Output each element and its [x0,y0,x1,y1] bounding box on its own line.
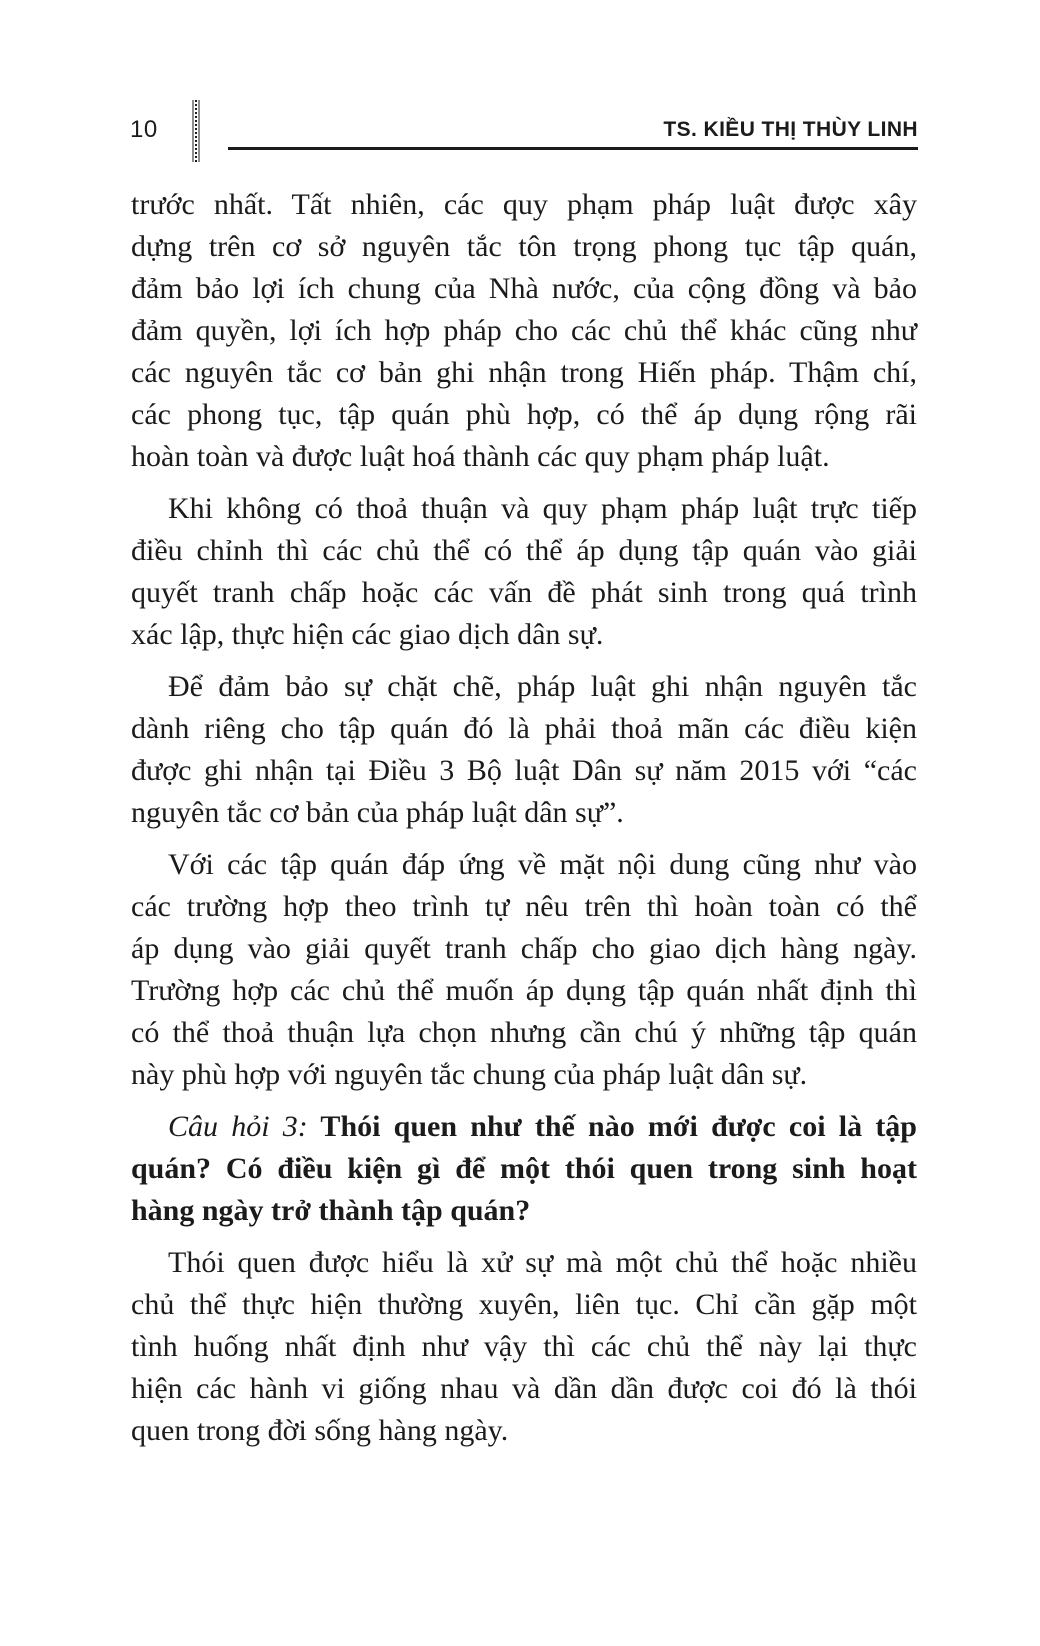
text-line: trước nhất. Tất nhiên, các quy phạm pháp luật được xây [131,188,917,221]
paragraph [131,844,917,1096]
question-label: Câu hỏi 3: [168,1110,308,1143]
paragraph [131,666,917,834]
text-line: được ghi nhận tại Điều 3 Bộ luật Dân sự năm 2015 với “các [131,754,917,787]
text-line: dành riêng cho tập quán đó là phải thoả mãn các điều kiện [131,712,917,745]
answer-paragraph [131,1242,917,1452]
paragraph [131,184,917,478]
paragraph [131,488,917,656]
text-line: Thói quen được hiểu là xử sự mà một chủ thể hoặc nhiều [168,1246,917,1279]
text-line: có thể thoả thuận lựa chọn nhưng cần chú ý những tập quán [131,1016,917,1049]
text-line: Khi không có thoả thuận và quy phạm pháp luật trực tiếp [168,492,917,525]
text-line: Trường hợp các chủ thể muốn áp dụng tập quán nhất định thì [131,974,917,1007]
text-line: tình huống nhất định như vậy thì các chủ thể này lại thực [131,1330,917,1363]
text-line: đảm quyền, lợi ích hợp pháp cho các chủ thể khác cũng như [131,314,917,347]
ornament-divider-icon [190,100,202,162]
text-line: áp dụng vào giải quyết tranh chấp cho giao dịch hàng ngày. [131,932,917,965]
text-line: đảm bảo lợi ích chung của Nhà nước, của cộng đồng và bảo [131,272,917,305]
text-line: quyết tranh chấp hoặc các vấn đề phát sinh trong quá trình [131,576,917,609]
body-text [131,184,917,1462]
text-line: các trường hợp theo trình tự nêu trên thì hoàn toàn có thể [131,890,917,923]
text-line: nguyên tắc cơ bản của pháp luật dân sự”. [131,796,624,829]
question-heading [131,1106,917,1232]
page-number: 10 [130,116,158,143]
text-line: quán? Có điều kiện gì để một thói quen trong sinh hoạt [131,1152,917,1185]
text-line: này phù hợp với nguyên tắc chung của pháp luật dân sự. [131,1058,808,1091]
running-head-title: TS. KIỀU THỊ THÙY LINH [663,118,918,141]
text-line: chủ thể thực hiện thường xuyên, liên tục. Chỉ cần gặp một [131,1288,917,1321]
question-lines [131,1148,917,1232]
text-line: Để đảm bảo sự chặt chẽ, pháp luật ghi nhận nguyên tắc [168,670,917,703]
text-line: điều chỉnh thì các chủ thể có thể áp dụng tập quán vào giải [131,534,917,567]
paragraph-list [131,184,917,1096]
text-line: Với các tập quán đáp ứng về mặt nội dung cũng như vào [168,848,917,881]
text-line: xác lập, thực hiện các giao dịch dân sự. [131,618,604,651]
text-line: hoàn toàn và được luật hoá thành các quy phạm pháp luật. [131,440,830,473]
text-line: dựng trên cơ sở nguyên tắc tôn trọng phong tục tập quán, [131,230,917,263]
text-line: hàng ngày trở thành tập quán? [131,1194,531,1227]
text-line: các phong tục, tập quán phù hợp, có thể áp dụng rộng rãi [131,398,917,431]
text-line: các nguyên tắc cơ bản ghi nhận trong Hiến pháp. Thậm chí, [131,356,917,389]
question-text: Thói quen như thế nào mới được coi là tập [307,1110,917,1143]
text-line: hiện các hành vi giống nhau và dần dần được coi đó là thói [131,1372,917,1405]
question-line [131,1106,917,1148]
text-line: quen trong đời sống hàng ngày. [131,1414,509,1447]
header-rule [228,147,918,150]
